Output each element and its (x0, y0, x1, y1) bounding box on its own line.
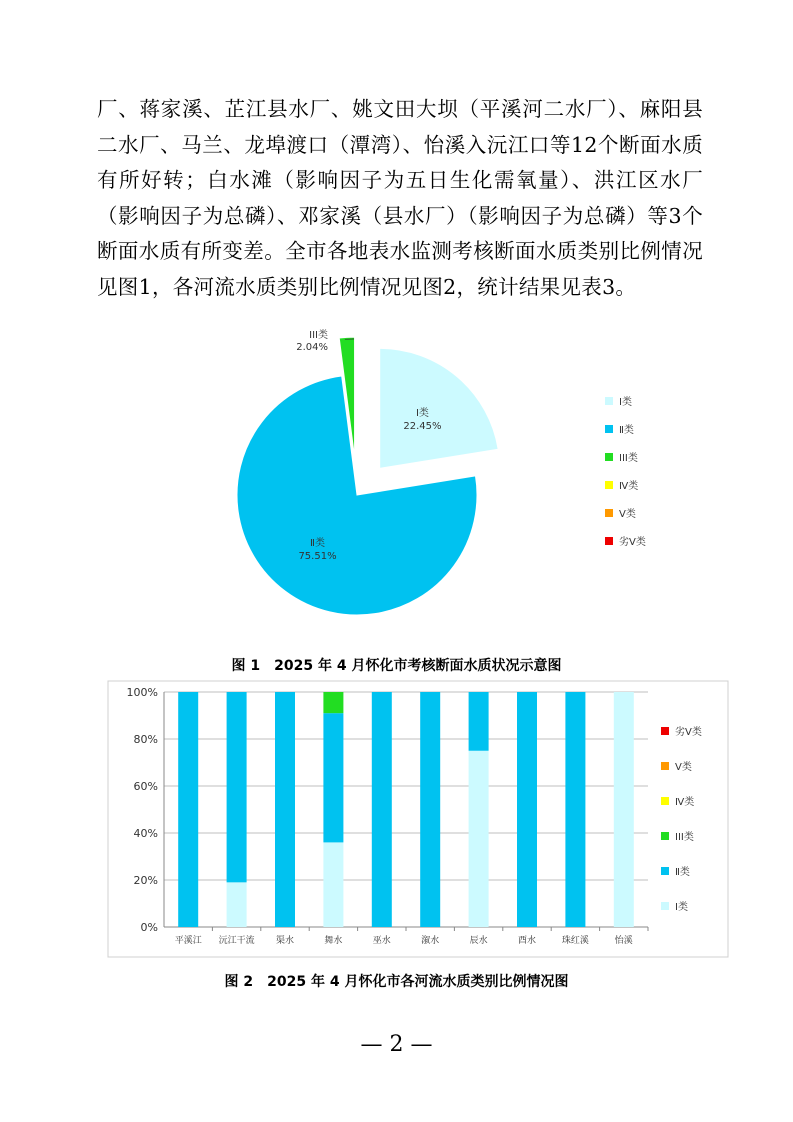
pie-slice-label: Ⅱ类 (310, 537, 325, 549)
page-number: — 2 — (360, 1032, 433, 1057)
bar-segment (178, 692, 198, 927)
pie-legend-label: Ⅱ类 (619, 425, 634, 436)
stacked-bar-chart (0, 680, 793, 960)
x-tick-label: 珠红溪 (561, 936, 589, 946)
pie-slice (380, 348, 498, 468)
x-tick-label: 怡溪 (614, 936, 633, 946)
bar-segment (469, 692, 489, 751)
bar-legend-swatch (661, 797, 669, 805)
pie-legend-swatch (605, 537, 613, 545)
bar-legend-label: Ⅱ类 (675, 867, 690, 878)
pie-slice-label: III类 (309, 330, 328, 341)
bar-segment (227, 882, 247, 927)
pie-legend-label: 劣Ⅴ类 (619, 537, 646, 548)
bar-legend-label: Ⅴ类 (675, 762, 692, 773)
bar-segment (420, 692, 440, 927)
bar-legend-label: III类 (675, 832, 694, 843)
bar-legend-swatch (661, 832, 669, 840)
pie-value-label: 2.04% (296, 342, 328, 353)
bar-segment (372, 692, 392, 927)
y-tick-label: 0% (140, 921, 158, 934)
x-tick-label: 平溪江 (174, 936, 202, 946)
figure2-caption (0, 971, 793, 991)
pie-value-label: 22.45% (403, 421, 442, 433)
pie-legend-label: Ⅰ类 (619, 397, 632, 408)
bar-segment (614, 692, 634, 927)
bar-segment (517, 692, 537, 927)
bar-segment (275, 692, 295, 927)
pie-legend-swatch (605, 397, 613, 405)
figure2-caption-text: 2025 年 4 月怀化市各河流水质类别比例情况图 (267, 974, 569, 990)
y-tick-label: 80% (133, 733, 158, 746)
x-tick-label: 舞水 (324, 936, 343, 946)
body-paragraph: 厂、蒋家溪、芷江县水厂、姚文田大坝（平溪河二水厂）、麻阳县二水厂、马兰、龙埠渡口（潭湾）、怡溪入沅江口等12个断面水质有所好转；白水滩（影响因子为五日生化需氧量）、洪江区水厂（影响因子为总磷）、邓家溪（县水厂）（影响因子为总磷）等3个断面水质有所变差。全市各地表水监测考核断面水质类别比例情况见图1，各河流水质类别比例情况见图2，统计结果见表3。 (97, 97, 703, 299)
pie-legend-swatch (605, 425, 613, 433)
pie-legend-swatch (605, 509, 613, 517)
pie-legend-swatch (605, 453, 613, 461)
bar-segment (323, 692, 343, 713)
figure1-caption (0, 655, 793, 675)
bar-segment (469, 751, 489, 927)
x-tick-label: 巫水 (372, 936, 391, 946)
y-tick-label: 60% (133, 780, 158, 793)
bar-legend-label: 劣Ⅴ类 (675, 727, 702, 738)
figure1-caption-number: 图 1 (231, 658, 261, 674)
x-tick-label: 酉水 (517, 936, 537, 946)
x-tick-label: 沅江干流 (218, 936, 255, 946)
bar-legend-swatch (661, 727, 669, 735)
bar-segment (227, 692, 247, 882)
bar-segment (565, 692, 585, 927)
pie-slice-label: Ⅰ类 (415, 408, 429, 420)
pie-legend-label: Ⅴ类 (619, 509, 636, 520)
y-tick-label: 40% (133, 827, 158, 840)
bar-legend-swatch (661, 902, 669, 910)
pie-legend-label: Ⅳ类 (619, 481, 639, 492)
y-tick-label: 100% (126, 686, 158, 699)
x-tick-label: 辰水 (469, 936, 488, 946)
chart-frame (108, 681, 728, 957)
x-tick-label: 溆水 (421, 936, 440, 946)
pie-chart (0, 320, 793, 650)
pie-legend-label: III类 (619, 453, 638, 464)
pie-value-label: 75.51% (298, 550, 337, 562)
bar-legend-swatch (661, 762, 669, 770)
bar-legend-label: Ⅰ类 (675, 902, 688, 913)
bar-legend-label: Ⅳ类 (675, 797, 695, 808)
figure2-caption-number: 图 2 (224, 974, 254, 990)
figure1-caption-text: 2025 年 4 月怀化市考核断面水质状况示意图 (274, 658, 562, 674)
x-tick-label: 渠水 (275, 936, 295, 946)
bar-segment (323, 842, 343, 927)
bar-segment (323, 713, 343, 842)
bar-legend-swatch (661, 867, 669, 875)
y-tick-label: 20% (133, 874, 158, 887)
pie-legend-swatch (605, 481, 613, 489)
